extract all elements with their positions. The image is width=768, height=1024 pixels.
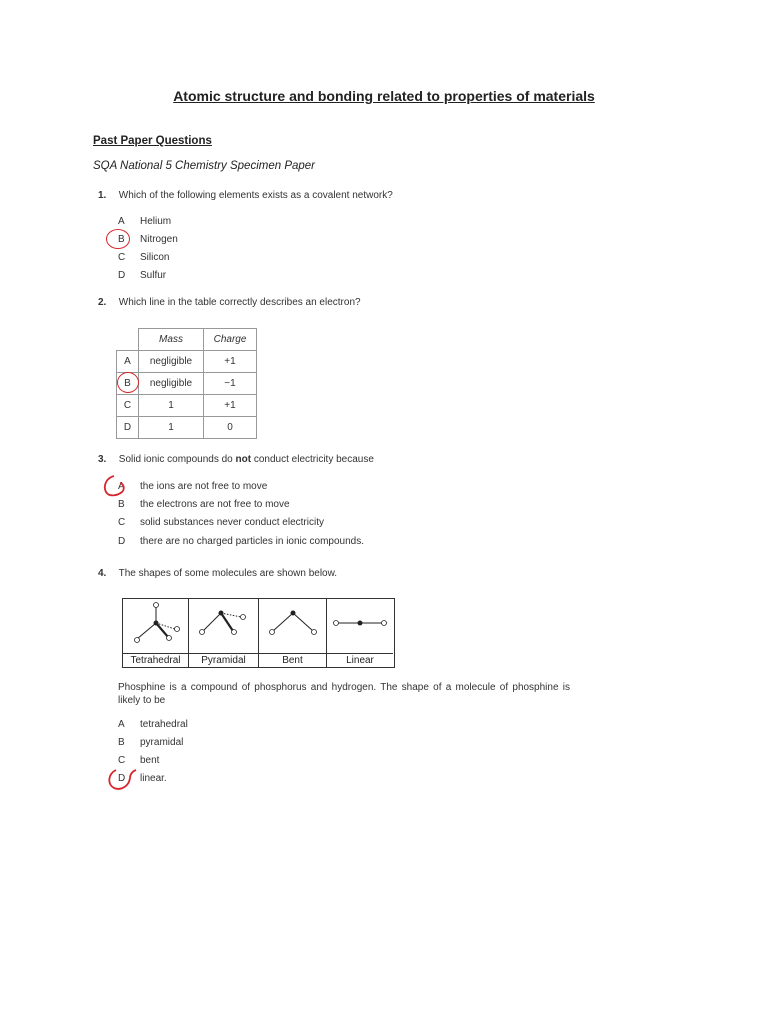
tetrahedral-molecule-icon bbox=[123, 599, 189, 655]
option-letter: C bbox=[118, 517, 126, 528]
shape-label: Pyramidal bbox=[189, 653, 258, 667]
option-text: solid substances never conduct electricity bbox=[140, 517, 324, 528]
row-letter: D bbox=[117, 417, 139, 439]
question-number: 4. bbox=[98, 568, 107, 579]
question-text: Which line in the table correctly describes an electron? bbox=[118, 297, 361, 308]
question-text-before: Solid ionic compounds do bbox=[118, 454, 236, 465]
shape-label: Tetrahedral bbox=[123, 653, 188, 667]
question-text-after: conduct electricity because bbox=[251, 454, 374, 465]
shape-bent bbox=[259, 599, 327, 667]
question-number: 1. bbox=[98, 190, 107, 201]
question-4-paragraph: Phosphine is a compound of phosphorus and hydrogen. The shape of a molecule of phosphine is likely to be bbox=[118, 682, 570, 706]
section-subtitle: Past Paper Questions bbox=[93, 135, 212, 147]
answer-circle-q2 bbox=[117, 372, 139, 393]
question-4 bbox=[98, 568, 337, 579]
question-text-bold: not bbox=[235, 454, 252, 465]
question-text: The shapes of some molecules are shown below. bbox=[118, 568, 338, 579]
paper-source: SQA National 5 Chemistry Specimen Paper bbox=[93, 160, 316, 172]
bent-molecule-icon bbox=[259, 599, 327, 655]
row-mass: negligible bbox=[139, 373, 204, 395]
table-header-mass: Mass bbox=[139, 329, 204, 351]
page-title: Atomic structure and bonding related to properties of materials bbox=[173, 88, 595, 104]
shape-label: Linear bbox=[327, 653, 393, 667]
option-letter: A bbox=[118, 481, 125, 492]
answer-mark-q3 bbox=[100, 472, 134, 498]
option-text: Nitrogen bbox=[140, 234, 178, 245]
option-letter: D bbox=[118, 773, 126, 784]
shape-linear bbox=[327, 599, 393, 667]
question-3 bbox=[98, 454, 374, 465]
option-letter: B bbox=[118, 499, 125, 510]
option-text: Sulfur bbox=[140, 270, 167, 281]
answer-mark-q4 bbox=[104, 764, 140, 792]
option-letter: B bbox=[118, 737, 125, 748]
row-charge: +1 bbox=[204, 395, 257, 417]
row-letter: C bbox=[117, 395, 139, 417]
table-corner bbox=[117, 329, 139, 351]
table-row bbox=[117, 351, 257, 373]
question-text: Which of the following elements exists as a covalent network? bbox=[118, 190, 393, 201]
option-letter: B bbox=[118, 234, 125, 245]
row-letter: B bbox=[117, 373, 139, 395]
question-number: 3. bbox=[98, 454, 107, 465]
option-text: Helium bbox=[140, 216, 172, 227]
table-header-row bbox=[117, 329, 257, 351]
option-text: tetrahedral bbox=[140, 719, 188, 730]
question-number: 2. bbox=[98, 297, 107, 308]
answer-circle-q1 bbox=[106, 229, 130, 249]
pyramidal-molecule-icon bbox=[189, 599, 259, 655]
option-text: the ions are not free to move bbox=[140, 481, 268, 492]
option-text: linear. bbox=[140, 773, 167, 784]
shape-tetrahedral bbox=[123, 599, 189, 667]
option-letter: C bbox=[118, 755, 126, 766]
question-2 bbox=[98, 297, 361, 308]
molecule-shapes-table bbox=[122, 598, 395, 668]
option-letter: A bbox=[118, 216, 125, 227]
linear-molecule-icon bbox=[327, 599, 393, 655]
row-letter: A bbox=[117, 351, 139, 373]
option-letter: C bbox=[118, 252, 126, 263]
option-text: there are no charged particles in ionic compounds. bbox=[140, 536, 365, 547]
row-charge: 0 bbox=[204, 417, 257, 439]
option-text: Silicon bbox=[140, 252, 170, 263]
option-text: bent bbox=[140, 755, 160, 766]
option-letter: D bbox=[118, 270, 126, 281]
question-1 bbox=[98, 190, 393, 201]
option-text: the electrons are not free to move bbox=[140, 499, 290, 510]
option-letter: D bbox=[118, 536, 126, 547]
table-row bbox=[117, 417, 257, 439]
table-row bbox=[117, 395, 257, 417]
shape-label: Bent bbox=[259, 653, 326, 667]
row-mass: negligible bbox=[139, 351, 204, 373]
row-mass: 1 bbox=[139, 417, 204, 439]
shape-pyramidal bbox=[189, 599, 259, 667]
row-charge: −1 bbox=[204, 373, 257, 395]
option-text: pyramidal bbox=[140, 737, 184, 748]
row-mass: 1 bbox=[139, 395, 204, 417]
option-letter: A bbox=[118, 719, 125, 730]
row-charge: +1 bbox=[204, 351, 257, 373]
table-header-charge: Charge bbox=[204, 329, 257, 351]
